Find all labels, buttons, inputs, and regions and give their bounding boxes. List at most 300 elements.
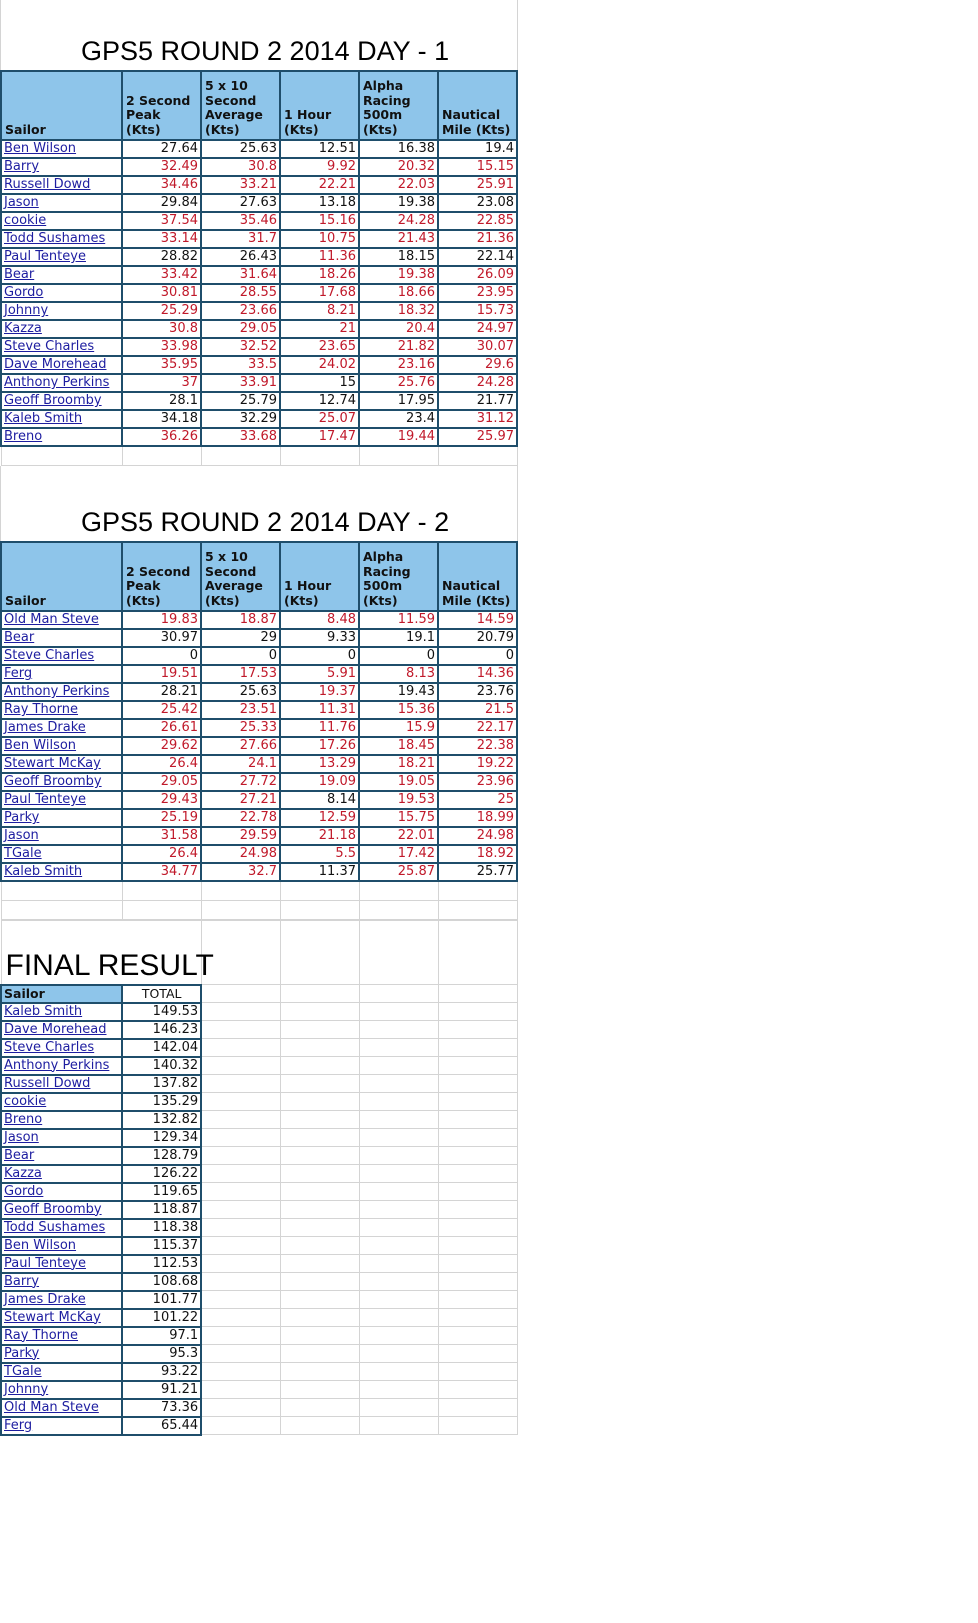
sailor-link[interactable]: Paul Tenteye (4, 249, 86, 264)
table-row (1, 140, 517, 158)
sailor-link[interactable]: Old Man Steve (4, 612, 99, 627)
table-row (1, 1147, 518, 1165)
empty-cell (359, 1003, 438, 1021)
5x10-avg-value: 33.91 (201, 374, 280, 392)
total-value: 97.1 (122, 1327, 201, 1345)
day2-header-row (1, 542, 517, 611)
sailor-link[interactable]: Ben Wilson (4, 141, 77, 156)
sailor-link[interactable]: Gordo (4, 1183, 44, 1199)
1-hour-value: 25.07 (280, 410, 359, 428)
table-row (1, 374, 517, 392)
alpha-500m-value: 22.03 (359, 176, 438, 194)
5x10-avg-value: 30.8 (201, 158, 280, 176)
empty-cell (438, 1363, 517, 1381)
header-sailor: Sailor (1, 71, 122, 140)
1-hour-value: 8.14 (280, 791, 359, 809)
empty-cell (438, 1219, 517, 1237)
2s-peak-value: 27.64 (122, 140, 201, 158)
total-value: 137.82 (122, 1075, 201, 1093)
2s-peak-value: 32.49 (122, 158, 201, 176)
sailor-link[interactable]: Stewart McKay (4, 756, 101, 771)
sailor-cell (1, 809, 122, 827)
sailor-cell (1, 1075, 122, 1093)
2s-peak-value: 33.98 (122, 338, 201, 356)
sailor-link[interactable]: James Drake (4, 720, 86, 735)
nautical-mile-value: 22.85 (438, 212, 517, 230)
nautical-mile-value: 26.09 (438, 266, 517, 284)
sailor-cell (1, 356, 122, 374)
sailor-cell (1, 410, 122, 428)
2s-peak-value: 28.82 (122, 248, 201, 266)
5x10-avg-value: 22.78 (201, 809, 280, 827)
sailor-cell (1, 1201, 122, 1219)
empty-cell (201, 1219, 280, 1237)
nautical-mile-value: 19.22 (438, 755, 517, 773)
sailor-link[interactable]: Ferg (4, 1417, 33, 1433)
total-value: 132.82 (122, 1111, 201, 1129)
empty-cell (438, 1147, 517, 1165)
5x10-avg-value: 27.72 (201, 773, 280, 791)
empty-cell (280, 1219, 359, 1237)
sailor-cell (1, 611, 122, 629)
2s-peak-value: 33.14 (122, 230, 201, 248)
nautical-mile-value: 21.36 (438, 230, 517, 248)
5x10-avg-value: 31.7 (201, 230, 280, 248)
alpha-500m-value: 8.13 (359, 665, 438, 683)
empty-cell (359, 1237, 438, 1255)
sailor-cell (1, 719, 122, 737)
5x10-avg-value: 33.5 (201, 356, 280, 374)
sailor-cell (1, 158, 122, 176)
total-value: 126.22 (122, 1165, 201, 1183)
nautical-mile-value: 21.5 (438, 701, 517, 719)
alpha-500m-value: 18.15 (359, 248, 438, 266)
sailor-link[interactable]: Johnny (4, 303, 49, 318)
2s-peak-value: 29.43 (122, 791, 201, 809)
1-hour-value: 8.21 (280, 302, 359, 320)
sailor-cell (1, 1399, 122, 1417)
table-row (1, 1111, 518, 1129)
day1-title-row (0, 0, 518, 70)
sailor-link[interactable]: TGale (4, 1363, 42, 1379)
sailor-cell (1, 827, 122, 845)
nautical-mile-value: 20.79 (438, 629, 517, 647)
sailor-cell (1, 845, 122, 863)
total-value: 73.36 (122, 1399, 201, 1417)
sailor-cell (1, 194, 122, 212)
sailor-link[interactable]: cookie (4, 213, 47, 228)
sailor-cell (1, 1417, 122, 1435)
sailor-cell (1, 1111, 122, 1129)
empty-cell (359, 1183, 438, 1201)
sailor-cell (1, 863, 122, 881)
sailor-cell (1, 1255, 122, 1273)
sailor-cell (1, 248, 122, 266)
empty-cell (438, 1201, 517, 1219)
table-row (1, 230, 517, 248)
empty-cell (201, 1165, 280, 1183)
1-hour-value: 22.21 (280, 176, 359, 194)
nautical-mile-value: 0 (438, 647, 517, 665)
table-row (1, 1129, 518, 1147)
1-hour-value: 24.02 (280, 356, 359, 374)
table-row (1, 1363, 518, 1381)
sailor-link[interactable]: Bear (4, 630, 35, 645)
empty-cell (359, 1111, 438, 1129)
sailor-link[interactable]: Gordo (4, 285, 44, 300)
empty-cell (280, 1057, 359, 1075)
alpha-500m-value: 15.9 (359, 719, 438, 737)
sailor-link[interactable]: TGale (4, 846, 42, 861)
sailor-cell (1, 302, 122, 320)
table-row (1, 845, 517, 863)
table-row (1, 428, 517, 446)
table-row (1, 791, 517, 809)
alpha-500m-value: 18.66 (359, 284, 438, 302)
sailor-link[interactable]: Paul Tenteye (4, 792, 86, 807)
1-hour-value: 10.75 (280, 230, 359, 248)
5x10-avg-value: 31.64 (201, 266, 280, 284)
day1-header-row (1, 71, 517, 140)
alpha-500m-value: 19.38 (359, 194, 438, 212)
total-value: 135.29 (122, 1093, 201, 1111)
sailor-cell (1, 1237, 122, 1255)
sailor-link[interactable]: Jason (4, 1129, 39, 1145)
table-row (1, 1345, 518, 1363)
1-hour-value: 11.76 (280, 719, 359, 737)
empty-cell (359, 1291, 438, 1309)
1-hour-value: 9.33 (280, 629, 359, 647)
alpha-500m-value: 18.32 (359, 302, 438, 320)
sailor-link[interactable]: Steve Charles (4, 1039, 95, 1055)
5x10-avg-value: 24.98 (201, 845, 280, 863)
2s-peak-value: 28.1 (122, 392, 201, 410)
total-value: 108.68 (122, 1273, 201, 1291)
table-row (1, 1381, 518, 1399)
1-hour-value: 9.92 (280, 158, 359, 176)
sailor-cell (1, 737, 122, 755)
total-value: 119.65 (122, 1183, 201, 1201)
total-value: 142.04 (122, 1039, 201, 1057)
sailor-link[interactable]: Steve Charles (4, 339, 95, 354)
alpha-500m-value: 19.43 (359, 683, 438, 701)
5x10-avg-value: 32.52 (201, 338, 280, 356)
total-value: 95.3 (122, 1345, 201, 1363)
sailor-link[interactable]: Geoff Broomby (4, 774, 102, 789)
empty-cell (280, 1129, 359, 1147)
1-hour-value: 21.18 (280, 827, 359, 845)
empty-cell (438, 1417, 517, 1435)
table-row (1, 1165, 518, 1183)
sailor-cell (1, 176, 122, 194)
sailor-link[interactable]: Anthony Perkins (4, 375, 110, 390)
sailor-link[interactable]: cookie (4, 1093, 47, 1109)
empty-cell (438, 1237, 517, 1255)
nautical-mile-value: 25.91 (438, 176, 517, 194)
total-value: 146.23 (122, 1021, 201, 1039)
sailor-link[interactable]: James Drake (4, 1291, 86, 1307)
sailor-cell (1, 212, 122, 230)
sailor-link[interactable]: Kaleb Smith (4, 864, 83, 879)
1-hour-value: 19.09 (280, 773, 359, 791)
sailor-link[interactable]: Steve Charles (4, 648, 95, 663)
sailor-link[interactable]: Kaleb Smith (4, 1003, 83, 1019)
sailor-link[interactable]: Barry (4, 1273, 40, 1289)
empty-cell (359, 1327, 438, 1345)
5x10-avg-value: 0 (201, 647, 280, 665)
1-hour-value: 11.31 (280, 701, 359, 719)
empty-cell (201, 1075, 280, 1093)
sailor-link[interactable]: Bear (4, 1147, 35, 1163)
day1-title: GPS5 ROUND 2 2014 DAY - 1 (81, 36, 450, 66)
sailor-link[interactable]: Todd Sushames (4, 1219, 106, 1235)
alpha-500m-value: 25.87 (359, 863, 438, 881)
table-row (1, 827, 517, 845)
alpha-500m-value: 16.38 (359, 140, 438, 158)
sailor-link[interactable]: Ferg (4, 666, 33, 681)
sailor-link[interactable]: Jason (4, 828, 39, 843)
sailor-cell (1, 647, 122, 665)
final-header-row (1, 985, 518, 1003)
5x10-avg-value: 32.7 (201, 863, 280, 881)
sailor-cell (1, 1273, 122, 1291)
5x10-avg-value: 24.1 (201, 755, 280, 773)
sailor-link[interactable]: Geoff Broomby (4, 1201, 102, 1217)
empty-cell (438, 1183, 517, 1201)
sailor-link[interactable]: Parky (4, 1345, 40, 1361)
empty-cell (359, 1147, 438, 1165)
empty-cell (359, 1057, 438, 1075)
empty-cell (280, 1381, 359, 1399)
total-value: 149.53 (122, 1003, 201, 1021)
empty-cell (359, 1255, 438, 1273)
total-value: 129.34 (122, 1129, 201, 1147)
total-value: 101.22 (122, 1309, 201, 1327)
1-hour-value: 17.68 (280, 284, 359, 302)
empty-cell (359, 1363, 438, 1381)
2s-peak-value: 37.54 (122, 212, 201, 230)
1-hour-value: 18.26 (280, 266, 359, 284)
empty-cell (359, 1309, 438, 1327)
empty-cell (201, 1093, 280, 1111)
sailor-cell (1, 701, 122, 719)
nautical-mile-value: 25.97 (438, 428, 517, 446)
2s-peak-value: 30.81 (122, 284, 201, 302)
nautical-mile-value: 22.38 (438, 737, 517, 755)
header-5x10-avg: 5 x 10 Second Average (Kts) (201, 542, 280, 611)
total-value: 118.87 (122, 1201, 201, 1219)
header-total: TOTAL (122, 985, 201, 1003)
total-value: 65.44 (122, 1417, 201, 1435)
empty-cell (280, 1075, 359, 1093)
alpha-500m-value: 15.36 (359, 701, 438, 719)
table-row (1, 1039, 518, 1057)
sailor-link[interactable]: Parky (4, 810, 40, 825)
sailor-link[interactable]: Kazza (4, 321, 42, 336)
table-row (1, 284, 517, 302)
table-row (1, 320, 517, 338)
nautical-mile-value: 23.95 (438, 284, 517, 302)
sailor-link[interactable]: Jason (4, 195, 39, 210)
5x10-avg-value: 28.55 (201, 284, 280, 302)
sailor-link[interactable]: Stewart McKay (4, 1309, 101, 1325)
1-hour-value: 12.74 (280, 392, 359, 410)
1-hour-value: 15.16 (280, 212, 359, 230)
sailor-link[interactable]: Russell Dowd (4, 1075, 91, 1091)
day1-body (1, 140, 517, 446)
day2-title-row (0, 466, 518, 541)
empty-cell (201, 1273, 280, 1291)
sailor-link[interactable]: Ben Wilson (4, 1237, 77, 1253)
alpha-500m-value: 24.28 (359, 212, 438, 230)
day2-title: GPS5 ROUND 2 2014 DAY - 2 (81, 507, 450, 537)
sailor-link[interactable]: Paul Tenteye (4, 1255, 86, 1271)
nautical-mile-value: 24.28 (438, 374, 517, 392)
2s-peak-value: 35.95 (122, 356, 201, 374)
alpha-500m-value: 17.42 (359, 845, 438, 863)
nautical-mile-value: 25 (438, 791, 517, 809)
empty-row (1, 901, 517, 920)
alpha-500m-value: 19.53 (359, 791, 438, 809)
2s-peak-value: 34.18 (122, 410, 201, 428)
table-row (1, 629, 517, 647)
alpha-500m-value: 19.05 (359, 773, 438, 791)
empty-cell (201, 1111, 280, 1129)
empty-cell (359, 1201, 438, 1219)
table-row (1, 1183, 518, 1201)
sailor-link[interactable]: Barry (4, 159, 40, 174)
5x10-avg-value: 29 (201, 629, 280, 647)
sailor-cell (1, 1345, 122, 1363)
sailor-link[interactable]: Breno (4, 429, 43, 444)
empty-cell (359, 1345, 438, 1363)
nautical-mile-value: 19.4 (438, 140, 517, 158)
header-2s-peak: 2 Second Peak (Kts) (122, 71, 201, 140)
1-hour-value: 23.65 (280, 338, 359, 356)
table-row (1, 1201, 518, 1219)
sailor-cell (1, 629, 122, 647)
empty-cell (280, 1039, 359, 1057)
1-hour-value: 0 (280, 647, 359, 665)
sailor-link[interactable]: Anthony Perkins (4, 1057, 110, 1073)
empty-cell (280, 1237, 359, 1255)
sailor-link[interactable]: Kazza (4, 1165, 42, 1181)
sailor-cell (1, 1039, 122, 1057)
sailor-cell (1, 284, 122, 302)
1-hour-value: 21 (280, 320, 359, 338)
header-1-hour: 1 Hour (Kts) (280, 542, 359, 611)
sailor-link[interactable]: Russell Dowd (4, 177, 91, 192)
table-row (1, 863, 517, 881)
alpha-500m-value: 11.59 (359, 611, 438, 629)
sailor-link[interactable]: Johnny (4, 1381, 49, 1397)
table-row (1, 1237, 518, 1255)
nautical-mile-value: 30.07 (438, 338, 517, 356)
sailor-cell (1, 338, 122, 356)
empty-cell (280, 1093, 359, 1111)
sailor-cell (1, 1003, 122, 1021)
sailor-cell (1, 374, 122, 392)
sailor-link[interactable]: Dave Morehead (4, 357, 107, 372)
empty-cell (201, 1237, 280, 1255)
2s-peak-value: 34.77 (122, 863, 201, 881)
table-row (1, 176, 517, 194)
final-table (0, 920, 518, 1436)
empty-cell (438, 1309, 517, 1327)
sailor-link[interactable]: Anthony Perkins (4, 684, 110, 699)
empty-cell (438, 1021, 517, 1039)
header-nautical-mile: Nautical Mile (Kts) (438, 71, 517, 140)
empty-cell (438, 1345, 517, 1363)
1-hour-value: 15 (280, 374, 359, 392)
empty-cell (280, 1021, 359, 1039)
sailor-link[interactable]: Ben Wilson (4, 738, 77, 753)
sailor-link[interactable]: Bear (4, 267, 35, 282)
alpha-500m-value: 23.4 (359, 410, 438, 428)
nautical-mile-value: 25.77 (438, 863, 517, 881)
empty-cell (201, 1129, 280, 1147)
empty-row (1, 446, 517, 466)
1-hour-value: 11.36 (280, 248, 359, 266)
sailor-link[interactable]: Todd Sushames (4, 231, 106, 246)
table-row (1, 1093, 518, 1111)
nautical-mile-value: 15.15 (438, 158, 517, 176)
empty-cell (280, 1201, 359, 1219)
sailor-cell (1, 320, 122, 338)
final-title-row (1, 921, 518, 985)
sailor-cell (1, 1309, 122, 1327)
2s-peak-value: 28.21 (122, 683, 201, 701)
alpha-500m-value: 18.45 (359, 737, 438, 755)
sailor-cell (1, 683, 122, 701)
sailor-cell (1, 1219, 122, 1237)
header-sailor: Sailor (1, 542, 122, 611)
1-hour-value: 13.29 (280, 755, 359, 773)
header-alpha-500m: Alpha Racing 500m (Kts) (359, 71, 438, 140)
table-row (1, 194, 517, 212)
day2-table (0, 541, 518, 920)
sailor-link[interactable]: Dave Morehead (4, 1021, 107, 1037)
empty-cell (280, 1255, 359, 1273)
1-hour-value: 17.47 (280, 428, 359, 446)
empty-cell (201, 1147, 280, 1165)
sailor-link[interactable]: Old Man Steve (4, 1399, 99, 1415)
sailor-link[interactable]: Breno (4, 1111, 43, 1127)
empty-cell (280, 1183, 359, 1201)
table-row (1, 1255, 518, 1273)
2s-peak-value: 30.97 (122, 629, 201, 647)
table-row (1, 410, 517, 428)
1-hour-value: 12.51 (280, 140, 359, 158)
empty-cell (438, 1111, 517, 1129)
empty-cell (201, 1327, 280, 1345)
2s-peak-value: 29.05 (122, 773, 201, 791)
alpha-500m-value: 18.21 (359, 755, 438, 773)
sailor-cell (1, 773, 122, 791)
sailor-link[interactable]: Kaleb Smith (4, 411, 83, 426)
empty-cell (201, 1183, 280, 1201)
sailor-link[interactable]: Geoff Broomby (4, 393, 102, 408)
empty-cell (359, 1219, 438, 1237)
header-nautical-mile: Nautical Mile (Kts) (438, 542, 517, 611)
total-value: 115.37 (122, 1237, 201, 1255)
header-5x10-avg: 5 x 10 Second Average (Kts) (201, 71, 280, 140)
table-row (1, 248, 517, 266)
sailor-link[interactable]: Ray Thorne (4, 1327, 79, 1343)
sailor-link[interactable]: Ray Thorne (4, 702, 79, 717)
1-hour-value: 12.59 (280, 809, 359, 827)
5x10-avg-value: 26.43 (201, 248, 280, 266)
